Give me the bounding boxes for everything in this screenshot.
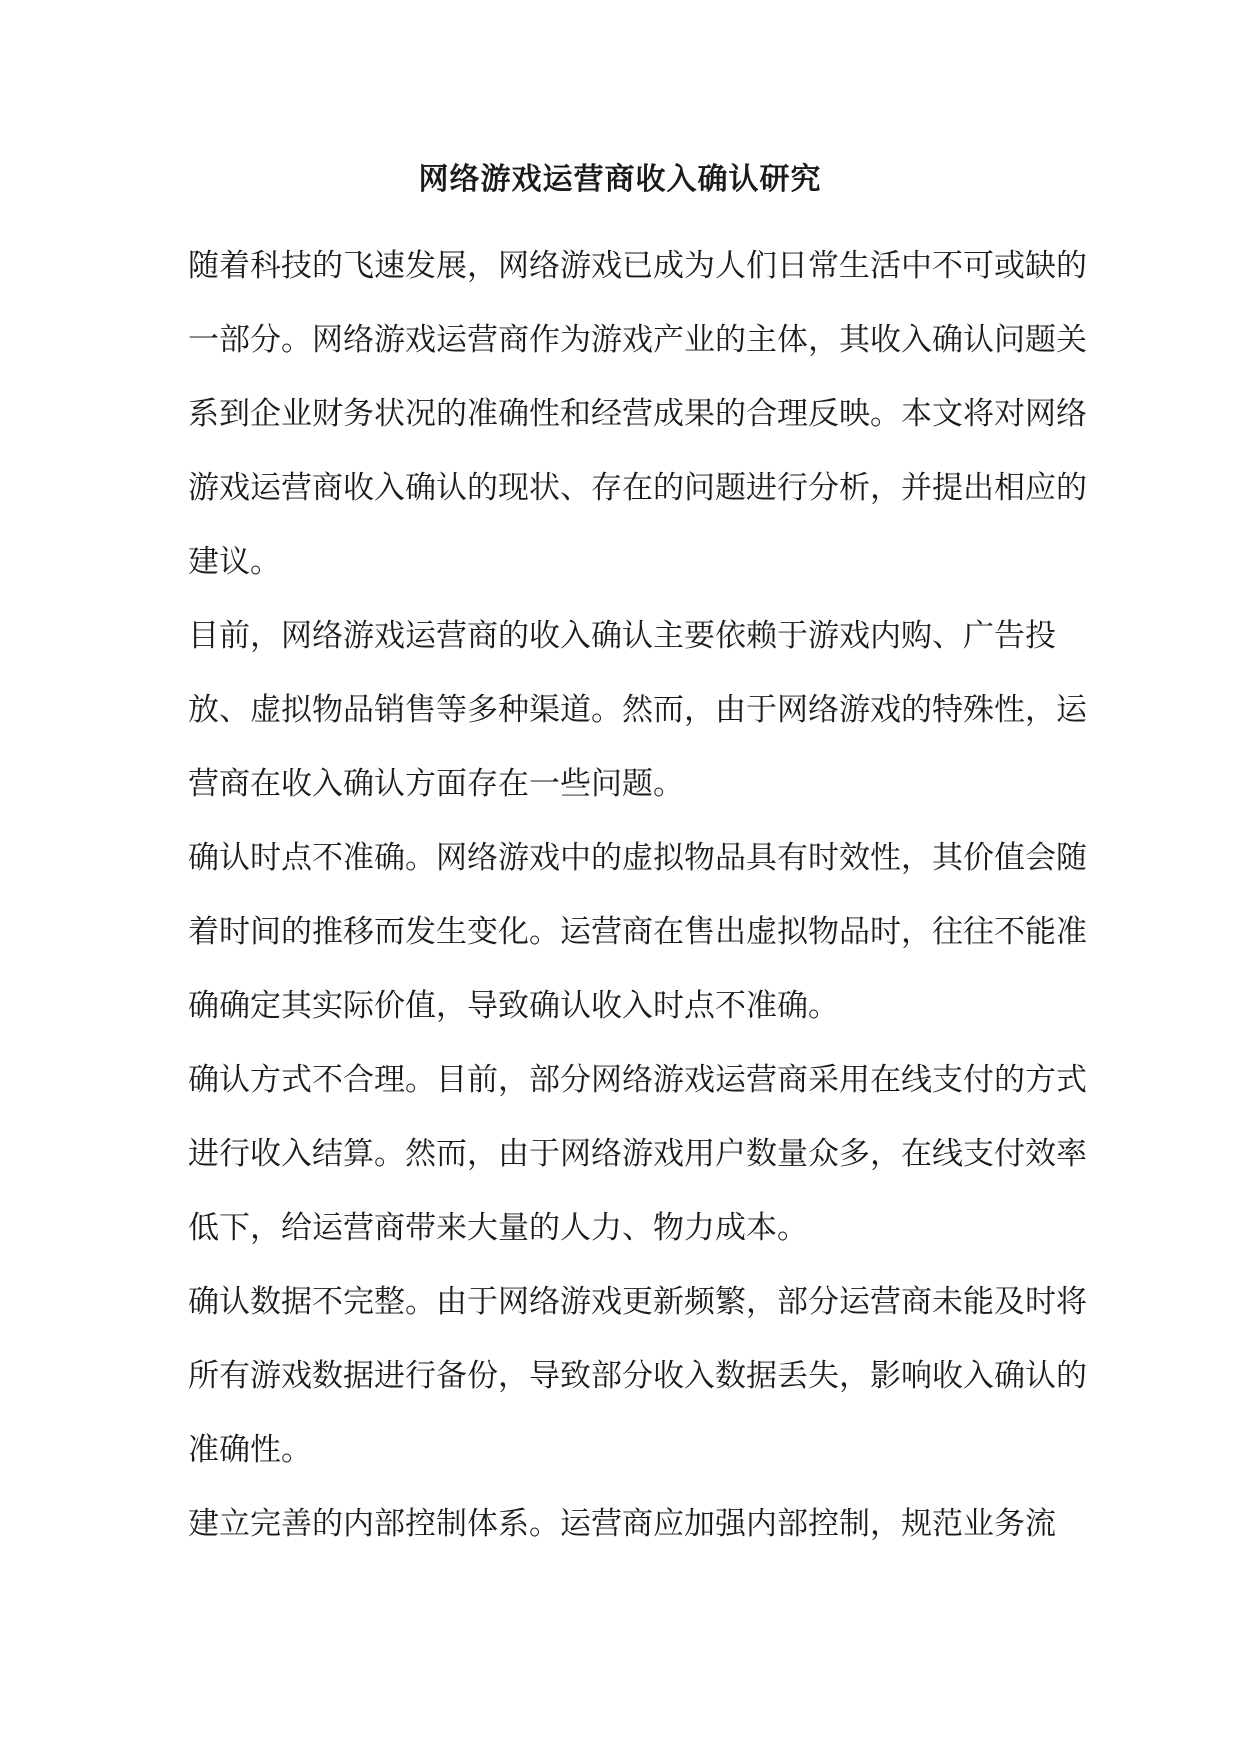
paragraph-line: 确确定其实际价值，导致确认收入时点不准确。 (188, 988, 839, 1024)
paragraph-line: 放、虚拟物品销售等多种渠道。然而，由于网络游戏的特殊性，运 (188, 692, 1087, 728)
document-title: 网络游戏运营商收入确认研究 (418, 162, 822, 197)
paragraph-timing-issue (188, 836, 1087, 1058)
paragraph-line: 游戏运营商收入确认的现状、存在的问题进行分析，并提出相应的 (188, 470, 1087, 506)
paragraph-line: 一部分。网络游戏运营商作为游戏产业的主体，其收入确认问题关 (188, 322, 1087, 358)
paragraph-line: 建立完善的内部控制体系。运营商应加强内部控制，规范业务流 (188, 1506, 1056, 1542)
paragraph-current-status (188, 614, 1087, 836)
paragraph-line: 建议。 (188, 544, 281, 580)
paragraph-line: 确认方式不合理。目前，部分网络游戏运营商采用在线支付的方式 (188, 1062, 1087, 1098)
paragraph-line: 着时间的推移而发生变化。运营商在售出虚拟物品时，往往不能准 (188, 914, 1087, 950)
paragraph-line: 进行收入结算。然而，由于网络游戏用户数量众多，在线支付效率 (188, 1136, 1087, 1172)
paragraph-line: 准确性。 (188, 1432, 312, 1468)
paragraph-intro (188, 244, 1087, 614)
paragraph-line: 营商在收入确认方面存在一些问题。 (188, 766, 684, 802)
paragraph-line: 系到企业财务状况的准确性和经营成果的合理反映。本文将对网络 (188, 396, 1087, 432)
document-body (188, 244, 1087, 1576)
paragraph-line: 确认时点不准确。网络游戏中的虚拟物品具有时效性，其价值会随 (188, 840, 1087, 876)
paragraph-recommendation (188, 1502, 1056, 1576)
paragraph-data-issue (188, 1280, 1087, 1502)
paragraph-line: 所有游戏数据进行备份，导致部分收入数据丢失，影响收入确认的 (188, 1358, 1087, 1394)
paragraph-line: 目前，网络游戏运营商的收入确认主要依赖于游戏内购、广告投 (188, 618, 1056, 654)
paragraph-line: 确认数据不完整。由于网络游戏更新频繁，部分运营商未能及时将 (188, 1284, 1087, 1320)
paragraph-method-issue (188, 1058, 1087, 1280)
paragraph-line: 低下，给运营商带来大量的人力、物力成本。 (188, 1210, 808, 1246)
paragraph-line: 随着科技的飞速发展，网络游戏已成为人们日常生活中不可或缺的 (188, 248, 1087, 284)
